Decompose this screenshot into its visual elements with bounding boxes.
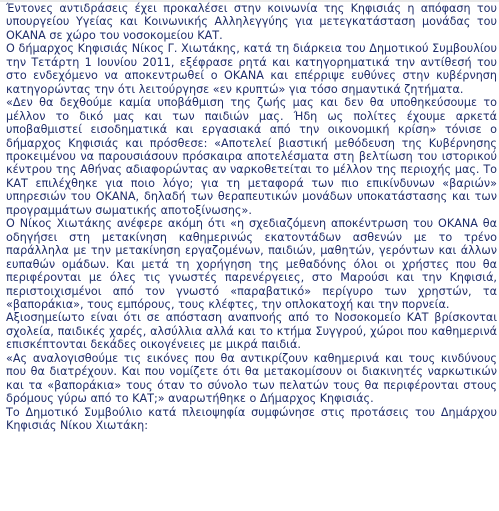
paragraph-mayor-statement: Ο δήμαρχος Κηφισιάς Νίκος Γ. Χιωτάκης, κατά τη διάρκεια του Δημοτικού Συμβουλίου την Τετάρτη 1 Ιουνίου 2011, εξέφρασε ρητά και κατηγορηματικά την αντίθεσή του στο ενδεχόμενο να αποκεντρωθεί ο ΟΚΑΝΑ και επέρριψε ευθύνες στην κυβέρνηση κατηγορώντας την ότι λειτούργησε «εν κρυπτώ» για τόσο σημαντικά ζητήματα. <box>6 42 497 96</box>
paragraph-council-decision: Το Δημοτικό Συμβούλιο κατά πλειοψηφία συμφώνησε στις προτάσεις του Δημάρχου Κηφισιάς Νίκου Χιωτάκη: <box>6 405 497 433</box>
paragraph-intro: Έντονες αντιδράσεις έχει προκαλέσει στην κοινωνία της Κηφισιάς η απόφαση του υπουργείου Υγείας και Κοινωνικής Αλληλεγγύης για μετεγκατάσταση μονάδας του ΟΚΑΝΑ σε χώρο του νοσοκομείου ΚΑΤ. <box>6 2 497 42</box>
paragraph-mayor-quote: «Δεν θα δεχθούμε καμία υποβάθμιση της ζωής μας και δεν θα υποθηκεύσουμε το μέλλον το δικό μας και των παιδιών μας. Ήδη ως πολίτες έχουμε αρκετά υποβαθμιστεί εισοδηματικά και εργασιακά από την οικονομική κρίση» τόνισε ο δήμαρχος Κηφισιάς και πρόσθεσε: «Αποτελεί βιαστική μεθόδευση της Κυβέρνησης προκειμένου να παρουσιάσουν πρόσκαιρα αποτελέσματα στη βελτίωση του ιστορικού κέντρου της Αθήνας αδιαφορώντας αν ναρκοθετείται το μέλλον της περιοχής μας. Το ΚΑΤ επιλέχθηκε για ποιο λόγο; για τη μεταφορά των πιο επικίνδυνων «βαριών» υπηρεσιών του ΟΚΑΝΑ, δηλαδή των θεραπευτικών μονάδων υποκατάστασης και των προγραμμάτων σωματικής αποτοξίνωσης». <box>6 96 497 217</box>
paragraph-dangers-quote: «Ας αναλογισθούμε τις εικόνες που θα αντικρίζουν καθημερινά και τους κινδύνους που θα διατρέχουν. Και που νομίζετε ότι θα μετακομίσουν οι διακινητές ναρκωτικών και τα «βαποράκια» τους όταν το σύνολο των πελατών τους θα περιφέρονται στους δρόμους γύρω από το ΚΑΤ;» αναρωτήθηκε ο Δήμαρχος Κηφισιάς. <box>6 351 497 406</box>
paragraph-decentralization: Ο Νίκος Χιωτάκης ανέφερε ακόμη ότι «η σχεδιαζόμενη αποκέντρωση του ΟΚΑΝΑ θα οδηγήσει στη μετακίνηση καθημερινώς εκατοντάδων ασθενών με το τρένο παράλληλα με την μετακίνηση εργαζομένων, παιδιών, μαθητών, γερόντων και άλλων ευπαθών ομάδων. Και μετά τη χορήγηση της μεθαδόνης όλοι οι χρήστες που θα περιφέρονται με όλες τις γνωστές παρενέργειες, στο Μαρούσι και την Κηφισιά, περιστοιχισμένοι από τον γνωστό «παραβατικό» περίγυρο των χρηστών, τα «βαποράκια», τους εμπόρους, τους κλέφτες, την οπλοκατοχή και την πορνεία. <box>6 217 497 311</box>
paragraph-nearby-sites: Αξιοσημείωτο είναι ότι σε απόσταση αναπνοής από το Νοσοκομείο ΚΑΤ βρίσκονται σχολεία, παιδικές χαρές, αλσύλλια αλλά και το κτήμα Συγγρού, χώροι που καθημερινά επισκέπτονται δεκάδες οικογένειες με μικρά παιδιά. <box>6 311 497 352</box>
